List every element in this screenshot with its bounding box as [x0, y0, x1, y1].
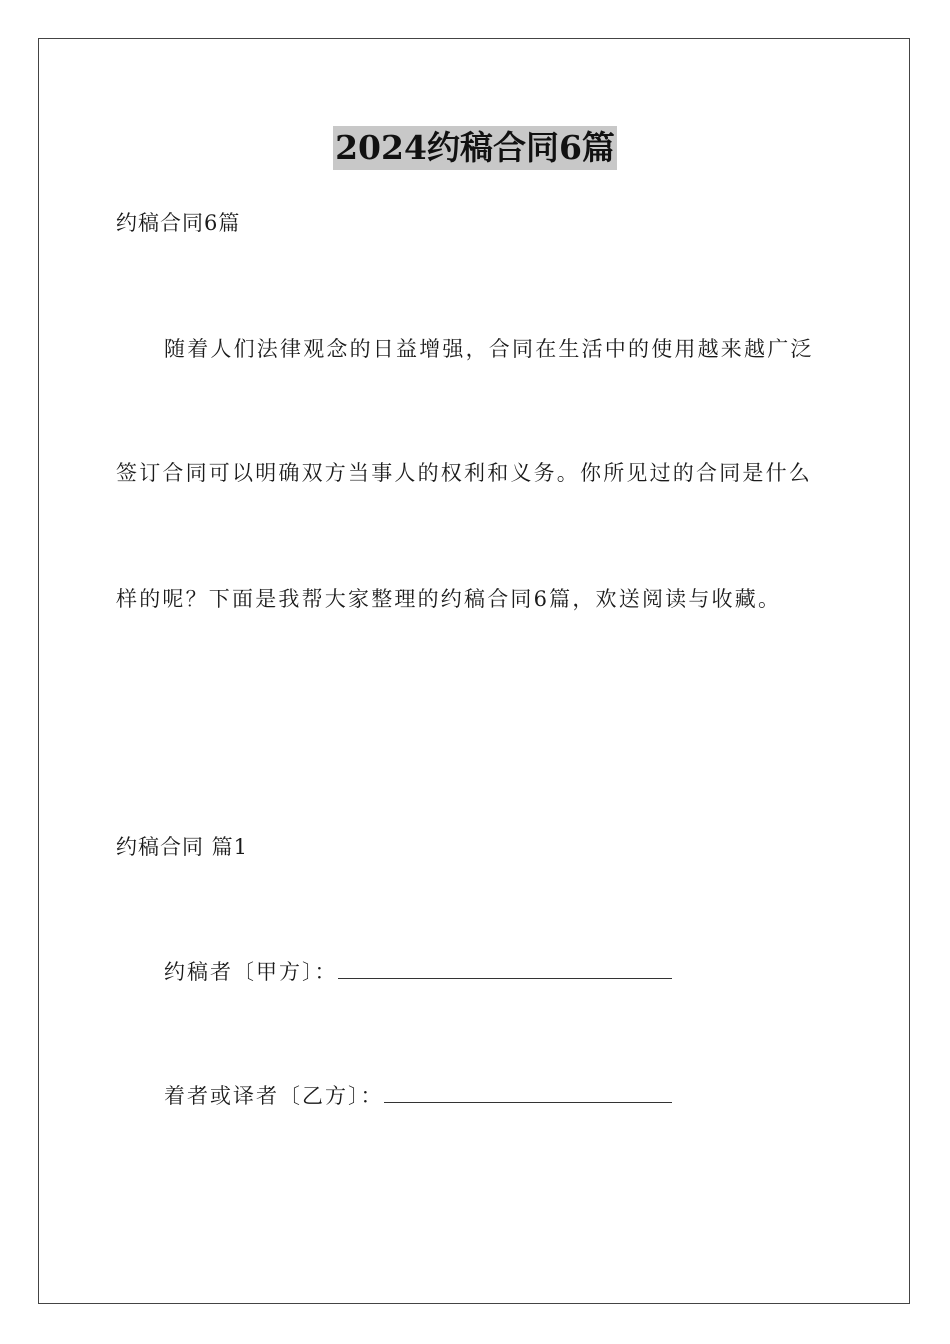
- party-b-label: 着者或译者〔乙方〕：: [164, 1084, 384, 1108]
- party-a-label: 约稿者〔甲方〕：: [164, 960, 338, 984]
- section-heading: 约稿合同 篇1: [116, 835, 249, 859]
- party-a-blank: [338, 956, 672, 979]
- party-a-field: [164, 956, 672, 987]
- party-b-field: [164, 1080, 672, 1111]
- document-title: 2024约稿合同6篇: [333, 126, 617, 170]
- intro-line-3: 样的呢？下面是我帮大家整理的约稿合同6篇，欢送阅读与收藏。: [116, 587, 782, 611]
- intro-line-1: 随着人们法律观念的日益增强，合同在生活中的使用越来越广泛: [164, 337, 814, 361]
- title-container: [0, 126, 950, 170]
- document-subtitle: 约稿合同6篇: [116, 211, 241, 235]
- party-b-blank: [384, 1080, 672, 1103]
- intro-line-2: 签订合同可以明确双方当事人的权利和义务。你所见过的合同是什么: [116, 461, 812, 485]
